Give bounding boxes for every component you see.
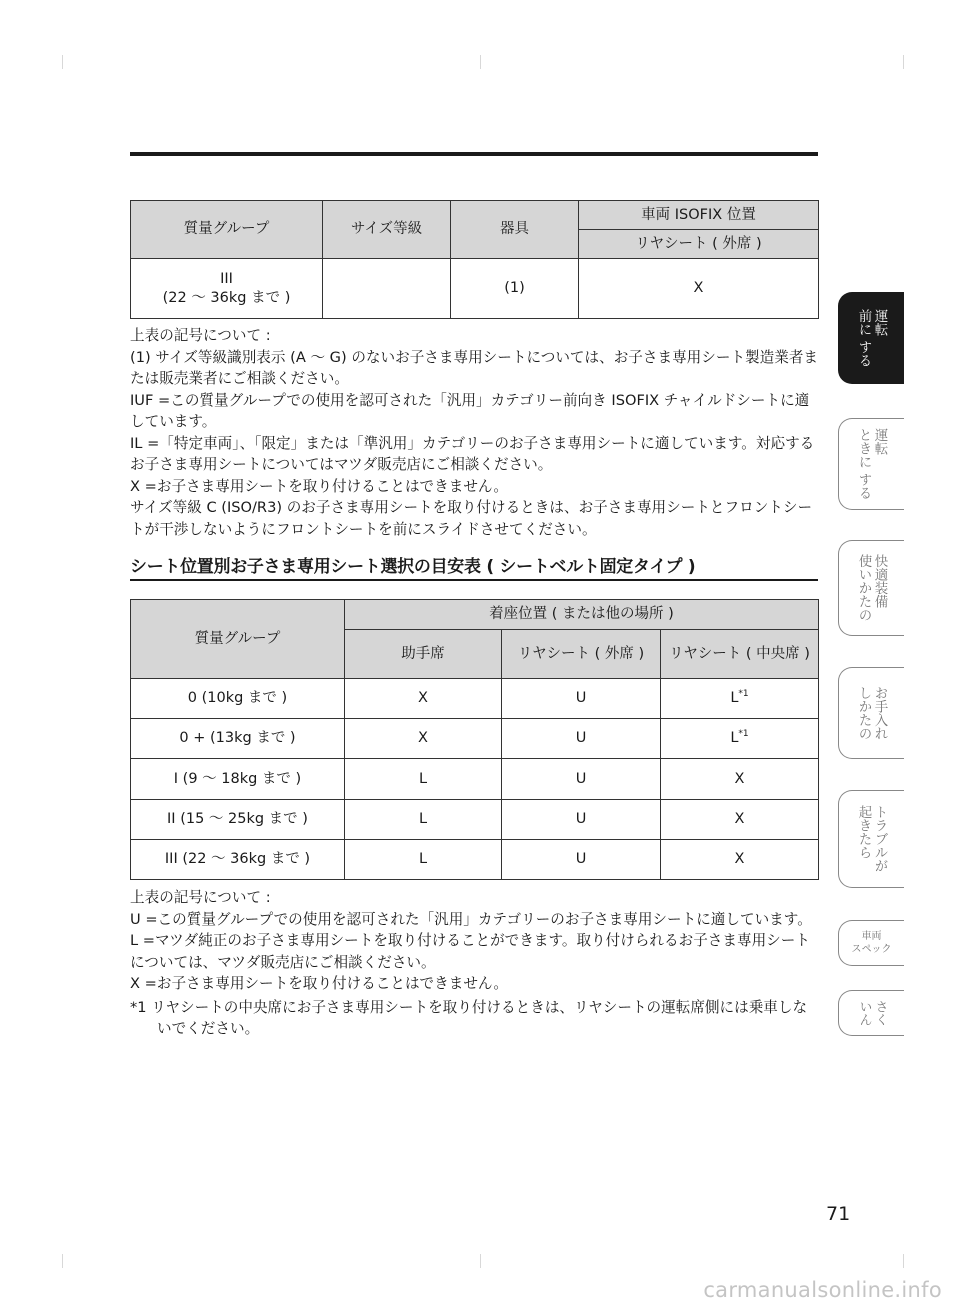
cell-value: L bbox=[730, 730, 739, 747]
note-line: 上表の記号について : bbox=[130, 327, 271, 344]
group-line2: (22 〜 36kg まで ) bbox=[162, 289, 291, 306]
tab-label: 運転 ときに する bbox=[855, 428, 888, 500]
header-mass-group: 質量グループ bbox=[131, 600, 345, 679]
footnote-mark: *1 bbox=[738, 689, 749, 700]
note-line: IL =「特定車両」、「限定」または「準汎用」カテゴリーのお子さま専用シートに適しています。対応するお子さま専用シートについてはマツダ販売店にご相談ください。 bbox=[130, 434, 815, 473]
crop-mark bbox=[903, 55, 904, 69]
footnote-mark: *1 bbox=[738, 729, 749, 740]
tab-before-driving[interactable] bbox=[838, 292, 904, 384]
section-title: シート位置別お子さま専用シート選択の目安表 ( シートベルト固定タイプ ) bbox=[130, 552, 818, 581]
table-row bbox=[131, 800, 819, 840]
cell-group: 0 + (13kg まで ) bbox=[131, 719, 345, 759]
cell-passenger: X bbox=[345, 679, 502, 719]
tab-comfort-features[interactable] bbox=[838, 540, 904, 636]
cell-size-class bbox=[323, 259, 451, 319]
table-row bbox=[131, 759, 819, 800]
note-line: L =マツダ純正のお子さま専用シートを取り付けることができます。取り付けられるお子さま専用シートについては、マツダ販売店にご相談ください。 bbox=[130, 932, 810, 971]
cell-group: III (22 〜 36kg まで ) bbox=[131, 840, 345, 880]
cell-rear-outer: U bbox=[502, 840, 661, 880]
cell-rear-outer: U bbox=[502, 719, 661, 759]
cell-passenger: L bbox=[345, 840, 502, 880]
cell-passenger: L bbox=[345, 800, 502, 840]
footnote: *1 リヤシートの中央席にお子さま専用シートを取り付けるときは、リヤシートの運転席側には乗車しないでください。 bbox=[130, 998, 808, 1037]
crop-mark bbox=[480, 55, 481, 69]
cell-rear-center: X bbox=[661, 840, 819, 880]
cell-rear-outer: X bbox=[579, 259, 819, 319]
crop-mark bbox=[62, 1254, 63, 1268]
crop-mark bbox=[903, 1254, 904, 1268]
table-row bbox=[131, 719, 819, 759]
table-row bbox=[131, 679, 819, 719]
tab-label: トラブルが 起きたら bbox=[855, 805, 888, 873]
note-line: サイズ等級 C (ISO/R3) のお子さま専用シートを取り付けるときは、お子さま専用シートとフロントシートが干渉しないようにフロントシートを前にスライドさせてください。 bbox=[130, 499, 813, 538]
header-rear-outer: リヤシート ( 外席 ) bbox=[502, 630, 661, 679]
cell-rear-outer: U bbox=[502, 800, 661, 840]
cell-rear-center: X bbox=[661, 800, 819, 840]
notes-isofix bbox=[130, 325, 820, 540]
cell-rear-outer: U bbox=[502, 759, 661, 800]
notes-seatbelt bbox=[130, 887, 820, 1040]
cell-group: 0 (10kg まで ) bbox=[131, 679, 345, 719]
tab-maintenance[interactable] bbox=[838, 667, 904, 759]
note-line: (1) サイズ等級識別表示 (A 〜 G) のないお子さま専用シートについては、お子さま専用シート製造業者または販売業者にご相談ください。 bbox=[130, 348, 819, 387]
crop-mark bbox=[62, 55, 63, 69]
tab-troubleshooting[interactable] bbox=[838, 790, 904, 888]
cell-rear-center: X bbox=[661, 759, 819, 800]
cell-passenger: L bbox=[345, 759, 502, 800]
header-size-class: サイズ等級 bbox=[323, 201, 451, 259]
tab-specifications[interactable] bbox=[838, 920, 904, 966]
header-mass-group: 質量グループ bbox=[131, 201, 323, 259]
header-position: 着座位置 ( または他の場所 ) bbox=[345, 600, 819, 630]
isofix-table bbox=[130, 200, 819, 319]
header-passenger: 助手席 bbox=[345, 630, 502, 679]
cell-passenger: X bbox=[345, 719, 502, 759]
cell-group: I (9 〜 18kg まで ) bbox=[131, 759, 345, 800]
crop-mark bbox=[480, 1254, 481, 1268]
tab-label: 快適装備 使いかたの bbox=[855, 554, 888, 622]
note-line: U =この質量グループでの使用を認可された「汎用」カテゴリーのお子さま専用シートに適しています。 bbox=[130, 910, 812, 928]
group-line1: III bbox=[220, 270, 233, 287]
cell-fixture: (1) bbox=[451, 259, 579, 319]
cell-value: L bbox=[730, 690, 739, 707]
tab-label: お手入れ しかたの bbox=[855, 686, 888, 740]
watermark: carmanualsonline.info bbox=[703, 1278, 942, 1302]
header-rule bbox=[130, 152, 818, 156]
note-line: IUF =この質量グループでの使用を認可された「汎用」カテゴリー前向き ISOFIX チャイルドシートに適しています。 bbox=[130, 391, 810, 430]
header-vehicle-position: 車両 ISOFIX 位置 bbox=[579, 201, 819, 230]
page-number: 71 bbox=[826, 1203, 851, 1225]
tab-label: さく いん bbox=[856, 1000, 888, 1026]
seatbelt-table bbox=[130, 599, 819, 880]
cell-group: II (15 〜 25kg まで ) bbox=[131, 800, 345, 840]
header-fixture: 器具 bbox=[451, 201, 579, 259]
cell-group bbox=[131, 259, 323, 319]
note-line: 上表の記号について : bbox=[130, 889, 271, 906]
note-line: X =お子さま専用シートを取り付けることはできません。 bbox=[130, 477, 508, 495]
tab-label: 運転 前に する bbox=[855, 308, 888, 368]
tab-label: 車両 スペック bbox=[851, 931, 892, 955]
cell-rear-center bbox=[661, 719, 819, 759]
cell-rear-center bbox=[661, 679, 819, 719]
cell-rear-outer: U bbox=[502, 679, 661, 719]
tab-while-driving[interactable] bbox=[838, 418, 904, 510]
note-line: X =お子さま専用シートを取り付けることはできません。 bbox=[130, 975, 508, 992]
header-rear-outer: リヤシート ( 外席 ) bbox=[579, 230, 819, 259]
header-rear-center: リヤシート ( 中央席 ) bbox=[661, 630, 819, 679]
table-row bbox=[131, 840, 819, 880]
tab-index[interactable] bbox=[838, 990, 904, 1036]
